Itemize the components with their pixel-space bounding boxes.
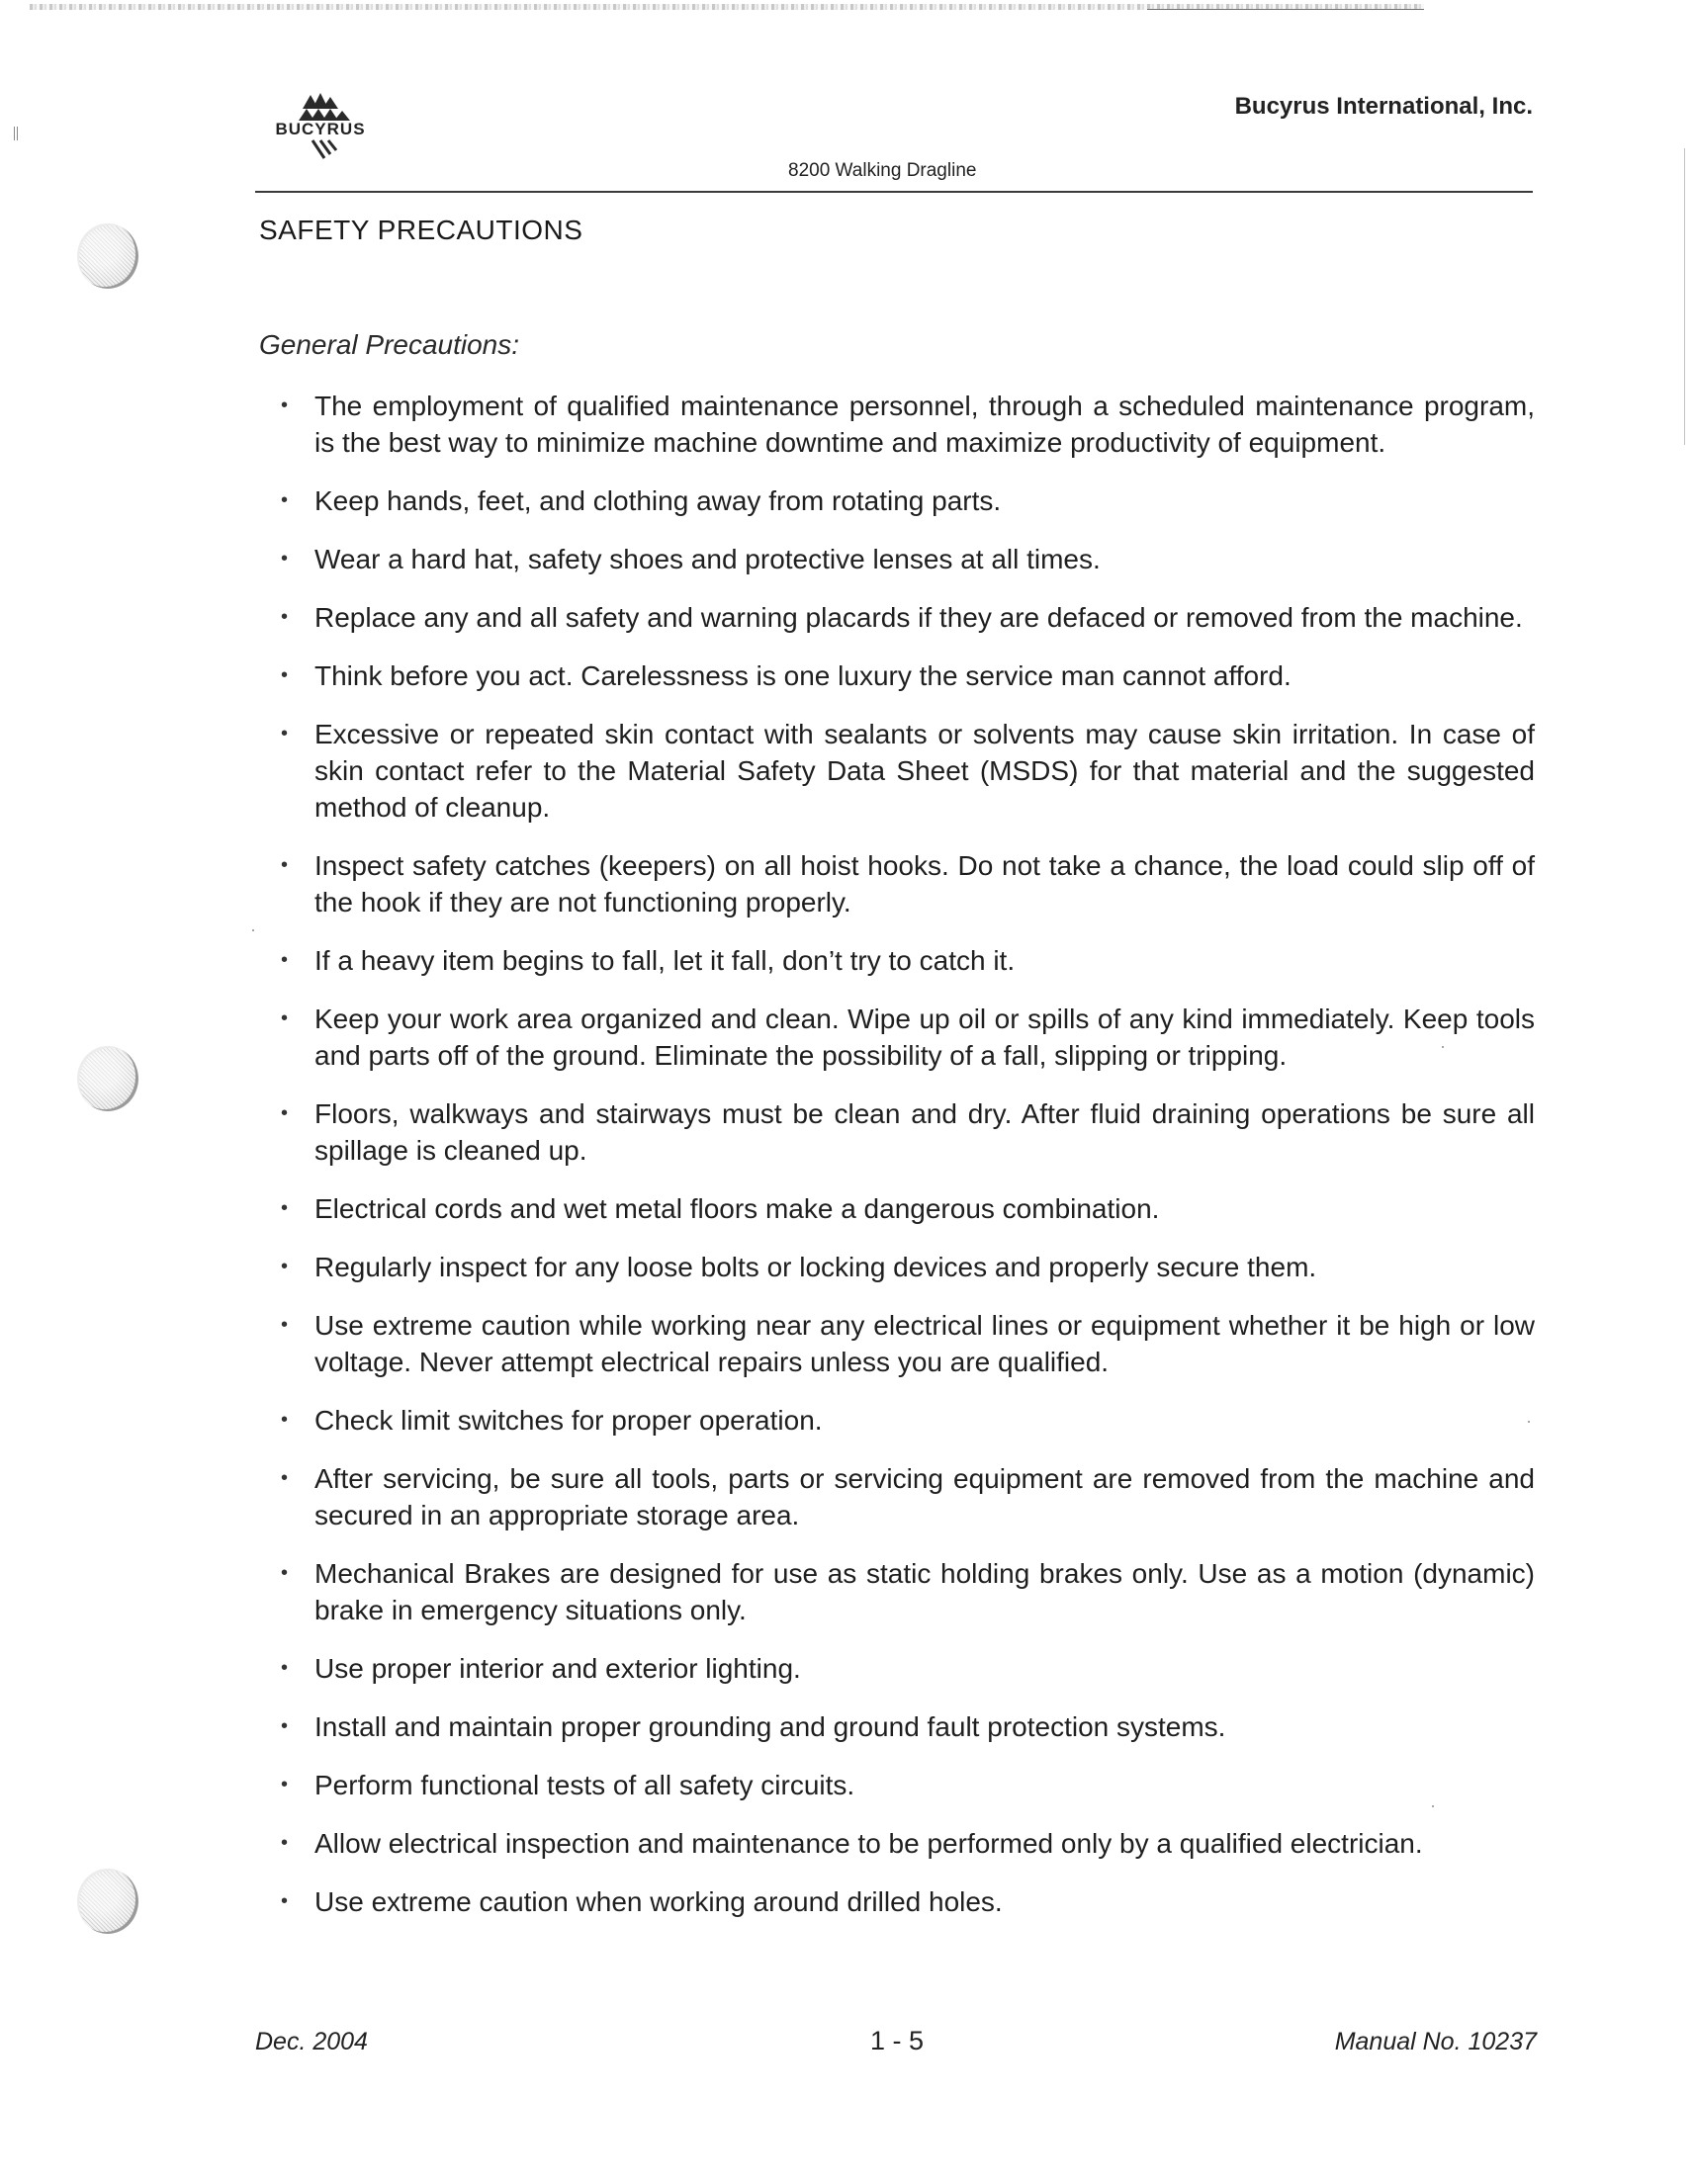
bullet-icon: •: [281, 1197, 289, 1219]
subsection-title: General Precautions:: [259, 329, 520, 360]
list-item-text: Allow electrical inspection and maintenance to be performed only by a qualified electrician.: [314, 1828, 1423, 1859]
list-item: [277, 847, 1535, 920]
list-item: [277, 1460, 1535, 1533]
list-item-text: If a heavy item begins to fall, let it fall, don’t try to catch it.: [314, 945, 1016, 976]
bullet-icon: •: [281, 1102, 289, 1124]
list-item-text: Use proper interior and exterior lighting.: [314, 1653, 801, 1684]
bullet-icon: •: [281, 1774, 289, 1795]
bullet-icon: •: [281, 394, 289, 416]
list-item-text: Keep your work area organized and clean. Wipe up oil or spills of any kind immediately. Keep tools and parts off of the ground. Eliminate the possibility of a fall, slipping or tripping.: [314, 1004, 1535, 1071]
document-subtitle: 8200 Walking Dragline: [788, 160, 977, 181]
bullet-icon: •: [281, 854, 289, 876]
bullet-icon: •: [281, 1562, 289, 1584]
list-item-text: Perform functional tests of all safety circuits.: [314, 1770, 855, 1800]
bullet-icon: •: [281, 1409, 289, 1431]
scan-speck: [252, 929, 254, 931]
list-item: [277, 1767, 1535, 1803]
list-item: [277, 1650, 1535, 1687]
list-item: [277, 1708, 1535, 1745]
list-item-text: Install and maintain proper grounding and ground fault protection systems.: [314, 1711, 1226, 1742]
list-item: [277, 1001, 1535, 1074]
bullet-icon: •: [281, 723, 289, 744]
page-number: 1 - 5: [870, 2026, 925, 2055]
scan-artifact-tick: [14, 127, 15, 140]
list-item-text: Excessive or repeated skin contact with sealants or solvents may cause skin irritation. In case of skin contact refer to the Material Safety Data Sheet (MSDS) for that material and the suggested method of cleanup.: [314, 719, 1535, 823]
bullet-icon: •: [281, 1715, 289, 1737]
bullet-icon: •: [281, 606, 289, 628]
list-item-text: Electrical cords and wet metal floors make a dangerous combination.: [314, 1193, 1160, 1224]
footer-date: Dec. 2004: [255, 2028, 368, 2055]
bullet-icon: •: [281, 1467, 289, 1489]
list-item-text: After servicing, be sure all tools, parts or servicing equipment are removed from the machine and secured in an appropriate storage area.: [314, 1463, 1535, 1530]
bullet-icon: •: [281, 1007, 289, 1029]
list-item: [277, 1190, 1535, 1227]
manual-number: Manual No. 10237: [1334, 2028, 1537, 2055]
list-item: [277, 1555, 1535, 1628]
list-item: [277, 482, 1535, 519]
header-divider: [255, 191, 1533, 193]
scan-artifact-tick: [17, 127, 18, 140]
list-item: [277, 716, 1535, 826]
list-item: [277, 388, 1535, 461]
list-item-text: Think before you act. Carelessness is one luxury the service man cannot afford.: [314, 660, 1292, 691]
precaution-list: [277, 388, 1535, 1942]
list-item: [277, 1095, 1535, 1169]
scan-artifact-edge: [1684, 148, 1685, 445]
list-item-text: Keep hands, feet, and clothing away from rotating parts.: [314, 485, 1002, 516]
list-item-text: Regularly inspect for any loose bolts or locking devices and properly secure them.: [314, 1252, 1317, 1282]
list-item: [277, 1402, 1535, 1439]
svg-text:BUCYRUS: BUCYRUS: [275, 120, 366, 138]
punch-hole-icon: [77, 1046, 138, 1111]
scan-artifact-line: [1147, 9, 1424, 10]
company-name: Bucyrus International, Inc.: [1234, 93, 1533, 120]
list-item-text: The employment of qualified maintenance personnel, through a scheduled maintenance program, is the best way to minimize machine downtime and maximize productivity of equipment.: [314, 391, 1535, 458]
list-item: [277, 657, 1535, 694]
list-item-text: Check limit switches for proper operation.: [314, 1405, 823, 1436]
list-item: [277, 1825, 1535, 1862]
bucyrus-logo: [255, 87, 386, 172]
punch-hole-icon: [77, 223, 138, 289]
bullet-icon: •: [281, 664, 289, 686]
bullet-icon: •: [281, 1314, 289, 1336]
list-item: [277, 541, 1535, 577]
bullet-icon: •: [281, 1890, 289, 1912]
list-item-text: Wear a hard hat, safety shoes and protective lenses at all times.: [314, 544, 1101, 574]
list-item-text: Use extreme caution while working near any electrical lines or equipment whether it be high or low voltage. Never attempt electrical repairs unless you are qualified.: [314, 1310, 1535, 1377]
list-item: [277, 1883, 1535, 1920]
bullet-icon: •: [281, 489, 289, 511]
bullet-icon: •: [281, 1832, 289, 1854]
bullet-icon: •: [281, 548, 289, 569]
list-item-text: Replace any and all safety and warning placards if they are defaced or removed from the machine.: [314, 602, 1523, 633]
punch-hole-icon: [77, 1869, 138, 1934]
list-item: [277, 1249, 1535, 1285]
bullet-icon: •: [281, 1657, 289, 1679]
list-item: [277, 599, 1535, 636]
section-title: SAFETY PRECAUTIONS: [259, 215, 583, 245]
list-item: [277, 1307, 1535, 1380]
list-item-text: Floors, walkways and stairways must be clean and dry. After fluid draining operations be sure all spillage is cleaned up.: [314, 1098, 1535, 1166]
list-item-text: Inspect safety catches (keepers) on all hoist hooks. Do not take a chance, the load could slip off of the hook if they are not functioning properly.: [314, 850, 1535, 917]
list-item: [277, 942, 1535, 979]
bullet-icon: •: [281, 1256, 289, 1277]
list-item-text: Use extreme caution when working around drilled holes.: [314, 1886, 1003, 1917]
bullet-icon: •: [281, 949, 289, 971]
list-item-text: Mechanical Brakes are designed for use as static holding brakes only. Use as a motion (dynamic) brake in emergency situations only.: [314, 1558, 1535, 1625]
